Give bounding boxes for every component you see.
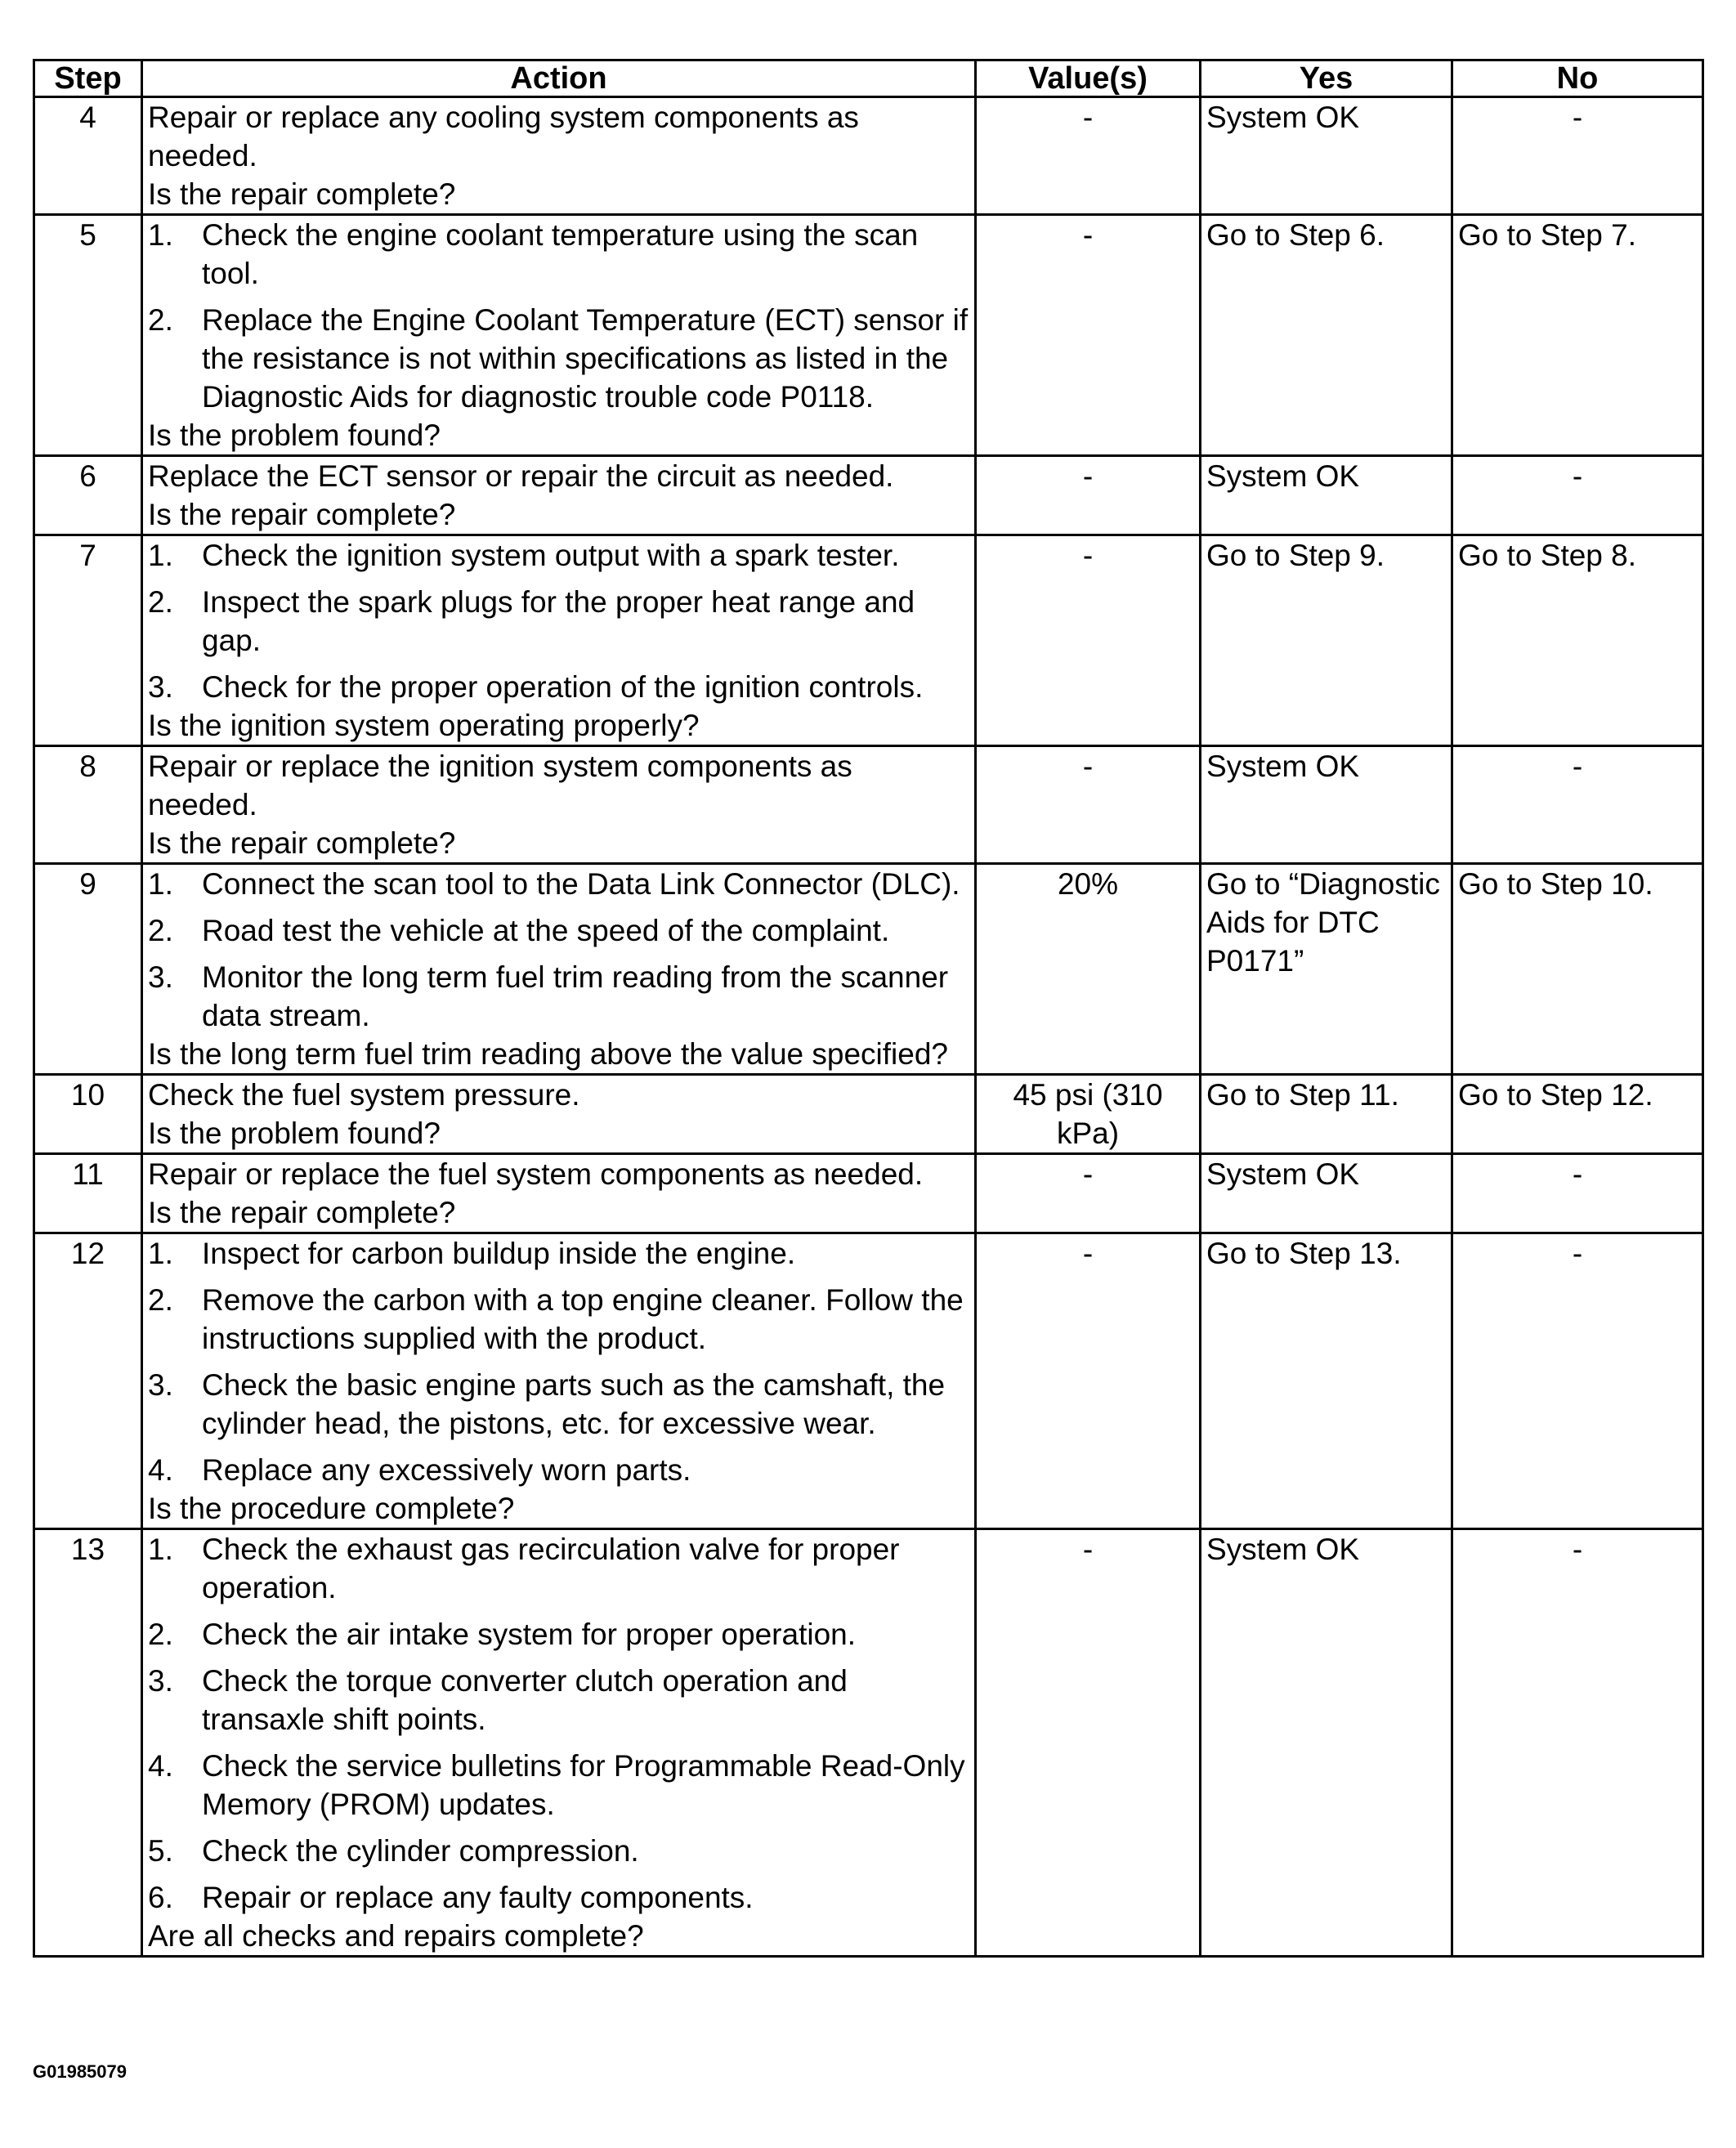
table-row	[34, 1154, 1703, 1233]
item-number: 2.	[148, 1618, 173, 1651]
action-cell	[142, 1233, 976, 1529]
table-row	[34, 746, 1703, 864]
column-header-no: No	[1452, 60, 1703, 97]
action-list-item	[148, 865, 969, 903]
item-number: 4.	[148, 1749, 173, 1783]
item-number: 6.	[148, 1881, 173, 1914]
item-text: Monitor the long term fuel trim reading from the scanner data stream.	[202, 960, 949, 1032]
item-number: 3.	[148, 960, 173, 994]
table-row	[34, 215, 1703, 456]
step-number: 9	[34, 864, 142, 1075]
action-list-item	[148, 958, 969, 1035]
action-list	[148, 1530, 969, 1917]
action-instruction: Replace the ECT sensor or repair the circuit as needed.	[148, 459, 894, 493]
action-list	[148, 216, 969, 416]
step-number: 5	[34, 215, 142, 456]
action-cell	[142, 864, 976, 1075]
no-cell: -	[1452, 97, 1703, 215]
action-cell	[142, 215, 976, 456]
item-text: Check the service bulletins for Programmable Read-Only Memory (PROM) updates.	[202, 1749, 965, 1821]
action-question: Is the repair complete?	[148, 177, 456, 211]
column-header-action: Action	[142, 60, 976, 97]
item-text: Remove the carbon with a top engine cleaner. Follow the instructions supplied with the product.	[202, 1283, 964, 1355]
item-number: 2.	[148, 585, 173, 619]
column-header-values: Value(s)	[976, 60, 1201, 97]
yes-cell: System OK	[1201, 1154, 1452, 1233]
yes-cell: System OK	[1201, 456, 1452, 535]
yes-cell: System OK	[1201, 97, 1452, 215]
item-number: 2.	[148, 914, 173, 947]
action-list	[148, 1234, 969, 1489]
value-cell: -	[976, 1529, 1201, 1957]
action-list-item	[148, 1234, 969, 1273]
value-cell: -	[976, 535, 1201, 746]
action-list-item	[148, 911, 969, 950]
figure-id: G01985079	[33, 2061, 127, 2082]
yes-cell: Go to Step 13.	[1201, 1233, 1452, 1529]
no-cell: -	[1452, 1233, 1703, 1529]
step-number: 4	[34, 97, 142, 215]
item-number: 1.	[148, 1237, 173, 1270]
item-text: Replace the Engine Coolant Temperature (ECT) sensor if the resistance is not within specifications as listed in the Diagnostic Aids for diagnostic trouble code P0118.	[202, 303, 969, 414]
action-instruction: Check the fuel system pressure.	[148, 1078, 580, 1112]
action-cell	[142, 535, 976, 746]
action-question: Is the problem found?	[148, 1117, 441, 1150]
table-row	[34, 456, 1703, 535]
action-cell	[142, 1075, 976, 1154]
item-text: Check the engine coolant temperature using the scan tool.	[202, 218, 919, 290]
action-list-item	[148, 1366, 969, 1443]
step-number: 12	[34, 1233, 142, 1529]
item-number: 2.	[148, 1283, 173, 1317]
item-text: Check the torque converter clutch operation and transaxle shift points.	[202, 1664, 848, 1736]
action-list-item	[148, 1662, 969, 1739]
header-row	[34, 60, 1703, 97]
table-row	[34, 864, 1703, 1075]
item-number: 1.	[148, 1533, 173, 1566]
action-list-item	[148, 1451, 969, 1489]
action-question: Are all checks and repairs complete?	[148, 1919, 644, 1953]
action-list-item	[148, 1878, 969, 1917]
action-list-item	[148, 536, 969, 575]
no-cell: Go to Step 12.	[1452, 1075, 1703, 1154]
table-row	[34, 1075, 1703, 1154]
item-number: 3.	[148, 670, 173, 704]
value-cell: -	[976, 1233, 1201, 1529]
item-number: 5.	[148, 1834, 173, 1868]
no-cell: -	[1452, 1529, 1703, 1957]
item-number: 1.	[148, 218, 173, 252]
no-cell: Go to Step 8.	[1452, 535, 1703, 746]
column-header-yes: Yes	[1201, 60, 1452, 97]
action-list-item	[148, 668, 969, 706]
action-list	[148, 865, 969, 1035]
action-list-item	[148, 1747, 969, 1824]
action-list-item	[148, 583, 969, 660]
action-question: Is the repair complete?	[148, 498, 456, 531]
action-list-item	[148, 1615, 969, 1654]
yes-cell: Go to Step 11.	[1201, 1075, 1452, 1154]
action-cell	[142, 746, 976, 864]
no-cell: -	[1452, 746, 1703, 864]
no-cell: Go to Step 10.	[1452, 864, 1703, 1075]
action-question: Is the repair complete?	[148, 826, 456, 860]
table-row	[34, 1233, 1703, 1529]
yes-cell: Go to Step 9.	[1201, 535, 1452, 746]
action-list-item	[148, 216, 969, 293]
action-list-item	[148, 1530, 969, 1607]
value-cell: 45 psi (310 kPa)	[976, 1075, 1201, 1154]
table-row	[34, 535, 1703, 746]
item-number: 3.	[148, 1664, 173, 1698]
step-number: 11	[34, 1154, 142, 1233]
item-text: Check the air intake system for proper operation.	[202, 1618, 856, 1651]
yes-cell: System OK	[1201, 1529, 1452, 1957]
item-number: 1.	[148, 867, 173, 901]
action-cell	[142, 97, 976, 215]
value-cell: 20%	[976, 864, 1201, 1075]
no-cell: -	[1452, 1154, 1703, 1233]
action-cell	[142, 456, 976, 535]
value-cell: -	[976, 456, 1201, 535]
action-instruction: Repair or replace the ignition system components as needed.	[148, 750, 852, 821]
item-text: Road test the vehicle at the speed of the complaint.	[202, 914, 890, 947]
step-number: 6	[34, 456, 142, 535]
action-cell	[142, 1529, 976, 1957]
item-text: Check the exhaust gas recirculation valve for proper operation.	[202, 1533, 900, 1604]
item-text: Check the basic engine parts such as the camshaft, the cylinder head, the pistons, etc. for excessive wear.	[202, 1368, 946, 1440]
yes-cell: Go to Step 6.	[1201, 215, 1452, 456]
table-row	[34, 1529, 1703, 1957]
item-number: 3.	[148, 1368, 173, 1402]
item-text: Connect the scan tool to the Data Link Connector (DLC).	[202, 867, 960, 901]
item-text: Check for the proper operation of the ignition controls.	[202, 670, 924, 704]
item-text: Repair or replace any faulty components.	[202, 1881, 754, 1914]
table-row	[34, 97, 1703, 215]
step-number: 8	[34, 746, 142, 864]
step-number: 10	[34, 1075, 142, 1154]
action-instruction: Repair or replace any cooling system components as needed.	[148, 101, 859, 172]
action-list	[148, 536, 969, 706]
yes-cell: Go to “Diagnostic Aids for DTC P0171”	[1201, 864, 1452, 1075]
no-cell: Go to Step 7.	[1452, 215, 1703, 456]
action-question: Is the ignition system operating properly?	[148, 709, 700, 742]
item-text: Inspect for carbon buildup inside the engine.	[202, 1237, 796, 1270]
item-number: 1.	[148, 539, 173, 572]
action-question: Is the repair complete?	[148, 1196, 456, 1229]
action-list-item	[148, 1281, 969, 1358]
diagnostic-table	[33, 59, 1704, 1958]
action-question: Is the problem found?	[148, 418, 441, 452]
action-list-item	[148, 1832, 969, 1870]
value-cell: -	[976, 1154, 1201, 1233]
item-number: 4.	[148, 1453, 173, 1487]
action-question: Is the long term fuel trim reading above the value specified?	[148, 1037, 949, 1071]
action-instruction: Repair or replace the fuel system components as needed.	[148, 1157, 924, 1191]
action-cell	[142, 1154, 976, 1233]
no-cell: -	[1452, 456, 1703, 535]
item-text: Inspect the spark plugs for the proper heat range and gap.	[202, 585, 915, 657]
value-cell: -	[976, 215, 1201, 456]
value-cell: -	[976, 746, 1201, 864]
action-question: Is the procedure complete?	[148, 1492, 515, 1525]
item-text: Check the ignition system output with a spark tester.	[202, 539, 900, 572]
value-cell: -	[976, 97, 1201, 215]
column-header-step: Step	[34, 60, 142, 97]
item-number: 2.	[148, 303, 173, 337]
yes-cell: System OK	[1201, 746, 1452, 864]
step-number: 7	[34, 535, 142, 746]
item-text: Check the cylinder compression.	[202, 1834, 639, 1868]
item-text: Replace any excessively worn parts.	[202, 1453, 691, 1487]
action-list-item	[148, 301, 969, 416]
step-number: 13	[34, 1529, 142, 1957]
